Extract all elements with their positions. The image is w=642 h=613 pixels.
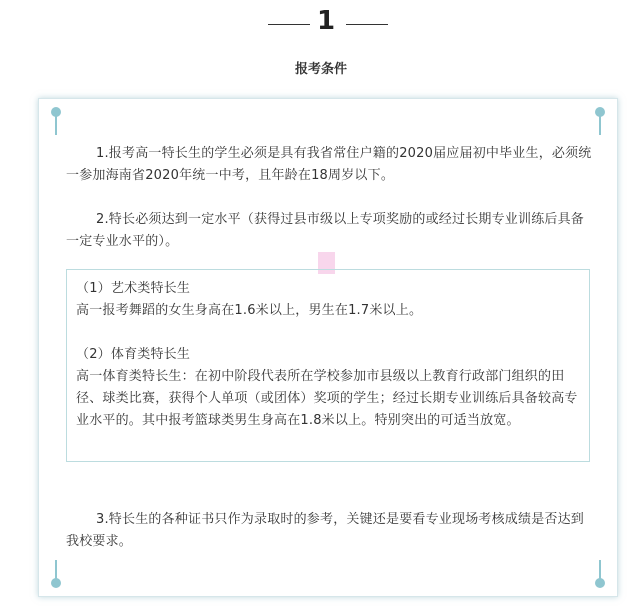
specialty-box xyxy=(66,269,590,462)
requirement-paragraph-3: 3.特长生的各种证书只作为录取时的参考，关键还是要看专业现场考核成绩是否达到我校要求。 xyxy=(66,512,585,549)
pin-icon xyxy=(595,560,605,588)
pin-icon xyxy=(51,107,61,135)
pin-icon xyxy=(51,560,61,588)
section-title: 报考条件 xyxy=(294,62,347,77)
section-number: 1 xyxy=(316,6,336,36)
header-divider-right xyxy=(346,24,388,25)
art-heading: （1）艺术类特长生 xyxy=(76,281,191,296)
sport-heading: （2）体育类特长生 xyxy=(76,347,191,362)
requirement-paragraph-2: 2.特长必须达到一定水平（获得过县市级以上专项奖励的或经过长期专业训练后具备一定专业水平的）。 xyxy=(66,212,585,249)
art-text: 高一报考舞蹈的女生身高在1.6米以上，男生在1.7米以上。 xyxy=(76,303,423,318)
pin-icon xyxy=(595,107,605,135)
sport-text: 高一体育类特长生：在初中阶段代表所在学校参加市县级以上教育行政部门组织的田径、球类比赛，获得个人单项（或团体）奖项的学生；经过长期专业训练后具备较高专业水平的。其中报考篮球类男生身高在1.8米以上。特别突出的可适当放宽。 xyxy=(76,369,578,428)
requirement-paragraph-1: 1.报考高一特长生的学生必须是具有我省常住户籍的2020届应届初中毕业生，必须统一参加海南省2020年统一中考，且年龄在18周岁以下。 xyxy=(66,146,592,183)
header-divider-left xyxy=(268,24,310,25)
section-header xyxy=(0,4,642,44)
